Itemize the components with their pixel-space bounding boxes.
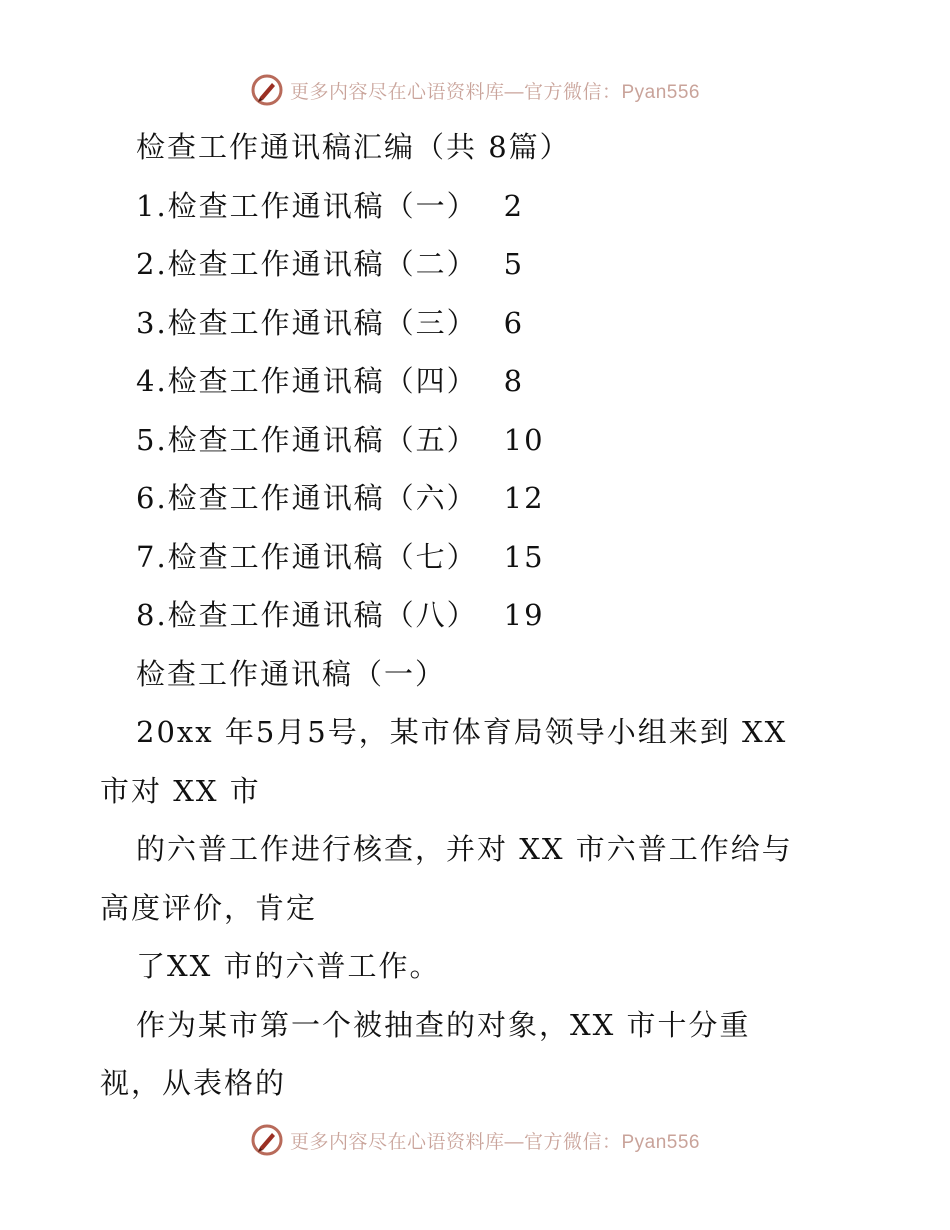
pen-circle-logo-icon xyxy=(250,73,284,107)
document-title: 检查工作通讯稿汇编（共 8篇） xyxy=(136,130,571,164)
body-line: 市对 XX 市 xyxy=(100,773,261,808)
toc-item-page: 19 xyxy=(503,598,545,632)
toc-item-page: 8 xyxy=(503,364,525,398)
toc-item[interactable] xyxy=(100,294,860,353)
body-line: 的六普工作进行核查，并对 XX 市六普工作给与 xyxy=(136,832,793,866)
toc-item-label: 1.检查工作通讯稿（一） xyxy=(136,188,478,223)
body-line: 视，从表格的 xyxy=(100,1066,287,1100)
watermark-top xyxy=(0,70,950,110)
pen-circle-logo-icon xyxy=(250,1123,284,1157)
toc-item-label: 4.检查工作通讯稿（四） xyxy=(136,364,478,398)
toc-item-label: 6.检查工作通讯稿（六） xyxy=(136,481,478,515)
toc-item[interactable] xyxy=(100,586,860,645)
body-line: 了XX 市的六普工作。 xyxy=(136,949,441,983)
body-line: 作为某市第一个被抽查的对象，XX 市十分重 xyxy=(136,1007,751,1042)
watermark-bottom xyxy=(0,1120,950,1160)
toc-item-page: 5 xyxy=(503,247,525,281)
toc-item[interactable] xyxy=(100,235,860,294)
body-line: 20xx 年5月5号，某市体育局领导小组来到 XX xyxy=(136,715,788,749)
toc-item[interactable] xyxy=(100,411,860,470)
toc-item-label: 5.检查工作通讯稿（五） xyxy=(136,422,478,457)
toc-item-label: 3.检查工作通讯稿（三） xyxy=(136,305,478,340)
toc-item-page: 6 xyxy=(503,305,525,340)
toc-item-page: 2 xyxy=(503,188,525,223)
toc-item-label: 7.检查工作通讯稿（七） xyxy=(136,539,478,574)
toc-item-label: 2.检查工作通讯稿（二） xyxy=(136,247,478,281)
document-content xyxy=(100,118,860,1113)
toc-item[interactable] xyxy=(100,469,860,528)
toc-item-page: 12 xyxy=(503,481,545,515)
toc-item[interactable] xyxy=(100,352,860,411)
toc-item-page: 10 xyxy=(503,422,545,457)
toc-item[interactable] xyxy=(100,528,860,587)
toc-item[interactable] xyxy=(100,177,860,236)
toc-item-label: 8.检查工作通讯稿（八） xyxy=(136,598,478,632)
section-title: 检查工作通讯稿（一） xyxy=(136,656,447,691)
watermark-text: 更多内容尽在心语资料库—官方微信：Pyan556 xyxy=(289,81,700,103)
body-line: 高度评价，肯定 xyxy=(100,890,318,925)
toc-item-page: 15 xyxy=(503,539,545,574)
watermark-text: 更多内容尽在心语资料库—官方微信：Pyan556 xyxy=(289,1131,700,1153)
